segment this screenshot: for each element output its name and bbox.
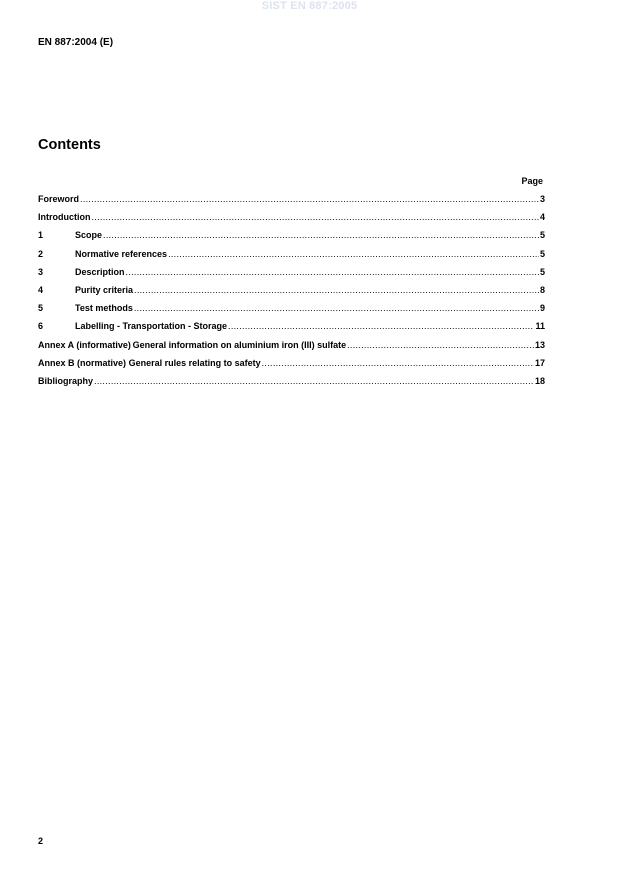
toc-entry-page: 5 bbox=[539, 230, 545, 241]
toc-entry-title: General information on aluminium iron (III) sulfate bbox=[132, 339, 347, 350]
toc-entry-labelling[interactable] bbox=[38, 321, 545, 339]
toc-entry-page: 3 bbox=[539, 194, 545, 204]
toc-entry-introduction[interactable] bbox=[38, 212, 545, 230]
toc-entry-number: 3 bbox=[38, 266, 44, 277]
toc-entry-purity-criteria[interactable] bbox=[38, 285, 545, 303]
contents-heading: Contents bbox=[38, 137, 101, 153]
toc-entry-number: 2 bbox=[38, 248, 44, 259]
toc-entry-number: 4 bbox=[38, 284, 44, 295]
toc-entry-page: 11 bbox=[535, 321, 545, 332]
toc-entry-title: Test methods bbox=[75, 303, 133, 314]
toc-entry-title: Scope bbox=[75, 230, 103, 241]
toc-entry-description[interactable] bbox=[38, 267, 545, 285]
toc-dot-leader bbox=[126, 267, 539, 277]
toc-entry-title: Purity criteria bbox=[75, 284, 134, 295]
toc-entry-scope[interactable] bbox=[38, 230, 545, 248]
toc-entry-title: General rules relating to safety bbox=[128, 357, 261, 368]
toc-dot-leader bbox=[134, 285, 539, 295]
toc-dot-leader bbox=[92, 212, 539, 222]
toc-entry-page: 17 bbox=[534, 357, 545, 368]
toc-entry-annex-a[interactable] bbox=[38, 340, 545, 358]
toc-dot-leader bbox=[134, 303, 539, 313]
toc-entry-page: 4 bbox=[539, 212, 545, 223]
toc-entry-number: 1 bbox=[38, 230, 44, 241]
table-of-contents bbox=[38, 194, 545, 394]
toc-entry-number: 5 bbox=[38, 303, 44, 314]
toc-entry-normative-references[interactable] bbox=[38, 249, 545, 267]
toc-dot-leader bbox=[168, 249, 539, 259]
toc-dot-leader bbox=[228, 321, 534, 331]
toc-entry-annex-label: Annex B (normative) bbox=[38, 357, 127, 368]
toc-entry-annex-b[interactable] bbox=[38, 358, 545, 376]
toc-entry-foreword[interactable] bbox=[38, 194, 545, 212]
page-column-label: Page bbox=[521, 176, 543, 186]
toc-entry-title: Foreword bbox=[38, 194, 80, 204]
page-number: 2 bbox=[38, 836, 44, 846]
toc-entry-title: Normative references bbox=[75, 248, 168, 259]
toc-entry-page: 8 bbox=[539, 284, 545, 295]
toc-entry-page: 13 bbox=[534, 339, 545, 350]
watermark: SIST EN 887:2005 bbox=[261, 0, 358, 12]
toc-dot-leader bbox=[347, 340, 534, 350]
toc-dot-leader bbox=[103, 230, 539, 240]
toc-entry-page: 18 bbox=[534, 375, 545, 386]
toc-entry-title: Labelling - Transportation - Storage bbox=[75, 321, 228, 332]
document-id: EN 887:2004 (E) bbox=[38, 37, 114, 48]
toc-dot-leader bbox=[80, 194, 539, 204]
toc-entry-title: Description bbox=[75, 266, 125, 277]
toc-entry-bibliography[interactable] bbox=[38, 376, 545, 394]
toc-entry-page: 5 bbox=[539, 248, 545, 259]
toc-dot-leader bbox=[262, 358, 534, 368]
toc-entry-page: 5 bbox=[539, 266, 545, 277]
toc-entry-page: 9 bbox=[539, 303, 545, 314]
toc-entry-title: Bibliography bbox=[38, 375, 94, 386]
toc-entry-annex-label: Annex A (informative) bbox=[38, 339, 131, 350]
toc-dot-leader bbox=[94, 376, 534, 386]
toc-entry-title: Introduction bbox=[38, 212, 91, 223]
toc-entry-number: 6 bbox=[38, 321, 44, 332]
toc-entry-test-methods[interactable] bbox=[38, 303, 545, 321]
